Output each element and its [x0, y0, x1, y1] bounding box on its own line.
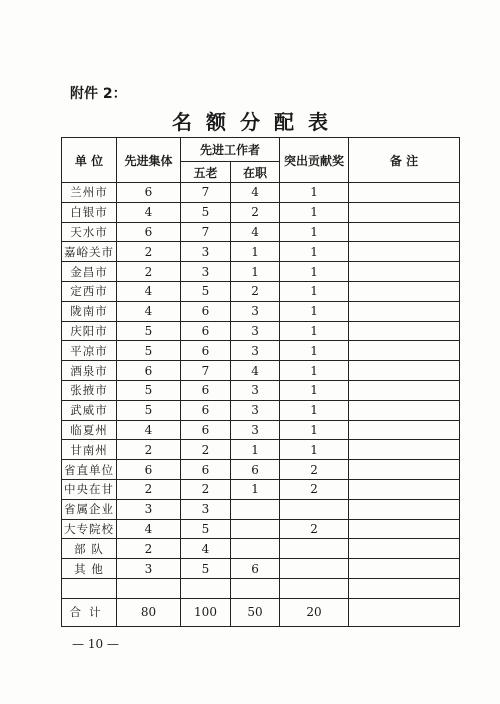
table-row [62, 559, 460, 579]
cell-collective: 4 [117, 420, 181, 440]
cell-collective: 6 [117, 361, 181, 381]
cell-onduty [231, 519, 280, 539]
header-collective: 先进集体 [117, 138, 181, 183]
cell-contribution: 1 [280, 380, 349, 400]
header-wulao: 五老 [181, 162, 231, 183]
cell-collective: 3 [117, 499, 181, 519]
cell-wulao: 7 [181, 183, 231, 203]
cell-collective: 2 [117, 539, 181, 559]
table-row [62, 202, 460, 222]
cell-onduty: 2 [231, 202, 280, 222]
table-row [62, 222, 460, 242]
cell-unit: 白银市 [62, 202, 117, 222]
cell-onduty [231, 578, 280, 598]
cell-onduty [231, 539, 280, 559]
table-row [62, 440, 460, 460]
total-collective: 80 [117, 598, 181, 626]
cell-onduty: 3 [231, 341, 280, 361]
cell-contribution: 1 [280, 281, 349, 301]
cell-contribution: 1 [280, 361, 349, 381]
cell-remarks [349, 400, 460, 420]
cell-remarks [349, 559, 460, 579]
table-row [62, 460, 460, 480]
cell-remarks [349, 519, 460, 539]
total-wulao: 100 [181, 598, 231, 626]
cell-contribution: 1 [280, 242, 349, 262]
cell-unit: 张掖市 [62, 380, 117, 400]
table-row [62, 539, 460, 559]
cell-onduty: 3 [231, 321, 280, 341]
cell-unit: 庆阳市 [62, 321, 117, 341]
page-number: — 10 — [72, 637, 119, 651]
cell-remarks [349, 301, 460, 321]
cell-contribution [280, 578, 349, 598]
cell-remarks [349, 499, 460, 519]
cell-collective: 2 [117, 440, 181, 460]
cell-contribution: 2 [280, 479, 349, 499]
cell-wulao: 6 [181, 380, 231, 400]
table-row [62, 281, 460, 301]
cell-remarks [349, 321, 460, 341]
header-remarks: 备 注 [349, 138, 460, 183]
total-remarks [349, 598, 460, 626]
total-row [62, 598, 460, 626]
cell-onduty: 3 [231, 301, 280, 321]
cell-remarks [349, 361, 460, 381]
cell-onduty: 1 [231, 440, 280, 460]
cell-unit: 金昌市 [62, 262, 117, 282]
cell-collective: 3 [117, 559, 181, 579]
table-row [62, 361, 460, 381]
cell-onduty: 3 [231, 380, 280, 400]
cell-wulao: 6 [181, 341, 231, 361]
cell-wulao: 5 [181, 559, 231, 579]
cell-contribution: 2 [280, 519, 349, 539]
cell-contribution: 1 [280, 262, 349, 282]
cell-onduty: 1 [231, 479, 280, 499]
cell-remarks [349, 420, 460, 440]
table-row [62, 519, 460, 539]
cell-unit: 大专院校 [62, 519, 117, 539]
cell-wulao: 5 [181, 202, 231, 222]
cell-wulao: 7 [181, 361, 231, 381]
cell-wulao [181, 578, 231, 598]
cell-unit: 天水市 [62, 222, 117, 242]
cell-unit: 甘南州 [62, 440, 117, 460]
cell-unit: 中央在甘 [62, 479, 117, 499]
cell-onduty: 1 [231, 262, 280, 282]
cell-remarks [349, 341, 460, 361]
cell-remarks [349, 578, 460, 598]
cell-remarks [349, 539, 460, 559]
cell-onduty [231, 499, 280, 519]
table-body [62, 183, 460, 627]
table-row [62, 301, 460, 321]
table-header-row [62, 138, 460, 162]
cell-wulao: 6 [181, 420, 231, 440]
cell-wulao: 6 [181, 321, 231, 341]
table-row [62, 242, 460, 262]
cell-wulao: 5 [181, 281, 231, 301]
cell-unit: 省直单位 [62, 460, 117, 480]
cell-contribution: 1 [280, 222, 349, 242]
cell-wulao: 6 [181, 400, 231, 420]
cell-onduty: 6 [231, 460, 280, 480]
cell-unit: 部 队 [62, 539, 117, 559]
cell-remarks [349, 262, 460, 282]
cell-collective: 4 [117, 281, 181, 301]
table-row [62, 183, 460, 203]
cell-wulao: 5 [181, 519, 231, 539]
cell-collective: 5 [117, 380, 181, 400]
cell-wulao: 7 [181, 222, 231, 242]
cell-contribution: 1 [280, 183, 349, 203]
cell-collective: 2 [117, 242, 181, 262]
header-workers: 先进工作者 [181, 138, 280, 162]
cell-onduty: 6 [231, 559, 280, 579]
cell-remarks [349, 380, 460, 400]
cell-contribution: 2 [280, 460, 349, 480]
cell-onduty: 4 [231, 222, 280, 242]
total-unit: 合计 [62, 598, 117, 626]
cell-unit: 省属企业 [62, 499, 117, 519]
table-row [62, 400, 460, 420]
cell-wulao: 3 [181, 262, 231, 282]
cell-onduty: 2 [231, 281, 280, 301]
cell-unit [62, 578, 117, 598]
table-row [62, 262, 460, 282]
cell-onduty: 3 [231, 420, 280, 440]
cell-remarks [349, 281, 460, 301]
cell-contribution: 1 [280, 202, 349, 222]
cell-onduty: 4 [231, 361, 280, 381]
cell-remarks [349, 183, 460, 203]
cell-wulao: 6 [181, 460, 231, 480]
cell-unit: 兰州市 [62, 183, 117, 203]
cell-collective: 5 [117, 400, 181, 420]
cell-contribution: 1 [280, 341, 349, 361]
cell-collective: 6 [117, 222, 181, 242]
cell-wulao: 2 [181, 440, 231, 460]
cell-collective: 4 [117, 301, 181, 321]
cell-collective: 5 [117, 321, 181, 341]
cell-contribution: 1 [280, 321, 349, 341]
total-onduty: 50 [231, 598, 280, 626]
cell-remarks [349, 440, 460, 460]
cell-unit: 陇南市 [62, 301, 117, 321]
cell-unit: 临夏州 [62, 420, 117, 440]
cell-collective: 6 [117, 460, 181, 480]
cell-wulao: 4 [181, 539, 231, 559]
cell-collective: 4 [117, 519, 181, 539]
header-unit: 单 位 [62, 138, 117, 183]
table-row [62, 479, 460, 499]
header-onduty: 在职 [231, 162, 280, 183]
cell-collective: 4 [117, 202, 181, 222]
cell-unit: 其 他 [62, 559, 117, 579]
cell-contribution [280, 559, 349, 579]
total-contribution: 20 [280, 598, 349, 626]
cell-wulao: 6 [181, 301, 231, 321]
cell-remarks [349, 222, 460, 242]
table-row [62, 321, 460, 341]
cell-contribution [280, 539, 349, 559]
cell-collective [117, 578, 181, 598]
cell-contribution: 1 [280, 440, 349, 460]
cell-remarks [349, 460, 460, 480]
table-row [62, 499, 460, 519]
cell-remarks [349, 202, 460, 222]
cell-wulao: 3 [181, 499, 231, 519]
table-row [62, 578, 460, 598]
cell-contribution: 1 [280, 400, 349, 420]
cell-unit: 酒泉市 [62, 361, 117, 381]
cell-wulao: 3 [181, 242, 231, 262]
table-row [62, 341, 460, 361]
cell-wulao: 2 [181, 479, 231, 499]
table-row [62, 420, 460, 440]
cell-contribution: 1 [280, 301, 349, 321]
table-title: 名额分配表 [172, 110, 342, 134]
cell-collective: 2 [117, 479, 181, 499]
cell-collective: 2 [117, 262, 181, 282]
cell-onduty: 1 [231, 242, 280, 262]
cell-contribution [280, 499, 349, 519]
cell-onduty: 3 [231, 400, 280, 420]
attachment-label: 附件 2： [70, 86, 127, 102]
cell-unit: 嘉峪关市 [62, 242, 117, 262]
cell-remarks [349, 479, 460, 499]
cell-contribution: 1 [280, 420, 349, 440]
cell-unit: 平凉市 [62, 341, 117, 361]
cell-remarks [349, 242, 460, 262]
cell-unit: 武威市 [62, 400, 117, 420]
cell-unit: 定西市 [62, 281, 117, 301]
cell-collective: 5 [117, 341, 181, 361]
header-contribution: 突出贡献奖 [280, 138, 349, 183]
allocation-table [61, 137, 460, 627]
cell-onduty: 4 [231, 183, 280, 203]
table-row [62, 380, 460, 400]
cell-collective: 6 [117, 183, 181, 203]
